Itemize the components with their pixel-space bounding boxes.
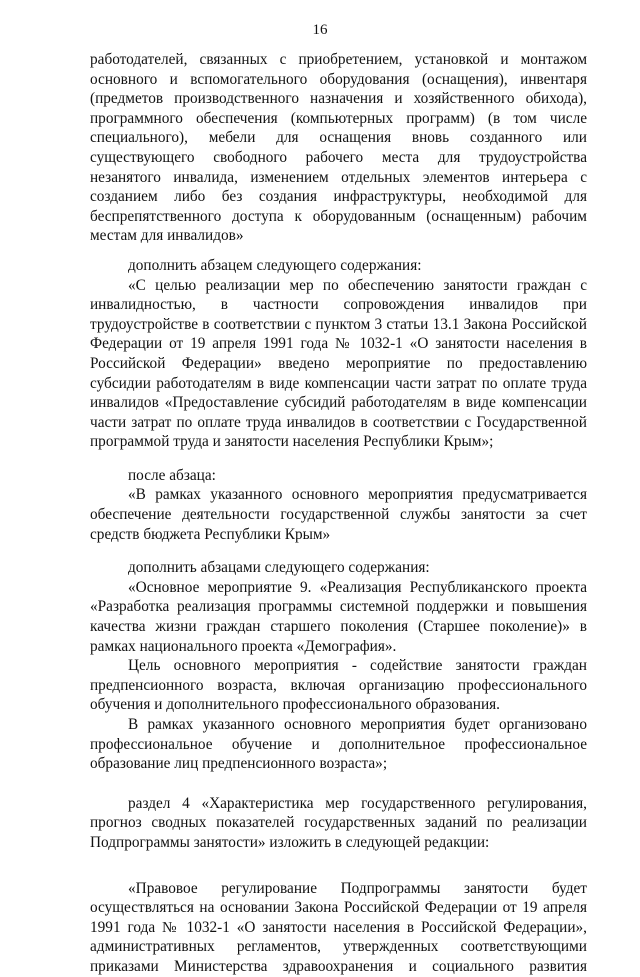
paragraph-instruction-after: после абзаца: [128, 466, 216, 484]
paragraph-quote-disability: «С целью реализации мер по обеспечению занятости граждан с инвалидностью, в частности сопровождения инвалидов при трудоустройстве в соответствии с пунктом 3 статьи 13.1 Закона Российской Федерации от 19 апреля 1991 года № 1032-1 «О занятости населения в Российской Федерации» введено мероприятие по предоставлению субсидии работодателям в виде компенсации части затрат по оплате труда инвалидов «Предоставление субсидий работодателям в виде компенсации части затрат по оплате труда инвалидов в соответствии с Государственной программой труда и занятости населения Республики Крым»; [90, 276, 587, 451]
paragraph-legal-regulation: «Правовое регулирование Подпрограммы занятости будет осуществляться на основании Закона Российской Федерации от 19 апреля 1991 года № 1032-1 «О занятости населения в Российской Федерации», административных регламентов, утвержденных соответствующими приказами Министерства здравоохранения и социального развития [90, 879, 587, 975]
paragraph-measure-9: «Основное мероприятие 9. «Реализация Республиканского проекта «Разработка реализация программы системной поддержки и повышения качества жизни граждан старшего поколения (Старшее поколение)» в рамках национального проекта «Демография». [90, 578, 587, 655]
paragraph-section-4: раздел 4 «Характеристика мер государственного регулирования, прогноз сводных показателей государственных заданий по реализации Подпрограммы занятости» изложить в следующей редакции: [90, 794, 587, 851]
paragraph-training: В рамках указанного основного мероприятия будет организовано профессиональное обучение и дополнительное профессиональное образование лиц предпенсионного возраста»; [90, 716, 587, 773]
paragraph-goal: Цель основного мероприятия - содействие занятости граждан предпенсионного возраста, включая организацию профессионального обучения и дополнительного профессионального образования. [90, 657, 587, 714]
document-body [90, 50, 587, 977]
paragraph-instruction-add: дополнить абзацем следующего содержания: [128, 256, 422, 274]
paragraph-quote-budget: «В рамках указанного основного мероприятия предусматривается обеспечение деятельности государственной службы занятости за счет средств бюджета Республики Крым» [90, 486, 587, 543]
paragraph-instruction-add-multiple: дополнить абзацами следующего содержания: [128, 559, 430, 577]
page-number: 16 [312, 22, 328, 38]
paragraph-continuation: работодателей, связанных с приобретением, установкой и монтажом основного и вспомогательного оборудования (оснащения), инвентаря (предметов производственного назначения и хозяйственного обихода), программного обеспечения (компьютерных программ) (в том числе специального), мебели для оснащения вновь созданного или существующего свободного рабочего места для трудоустройства незанятого инвалида, изменением отдельных элементов интерьера с созданием либо без создания инфраструктуры, необходимой для беспрепятственного доступа к оборудованным (оснащенным) рабочим местам для инвалидов» [90, 51, 587, 245]
